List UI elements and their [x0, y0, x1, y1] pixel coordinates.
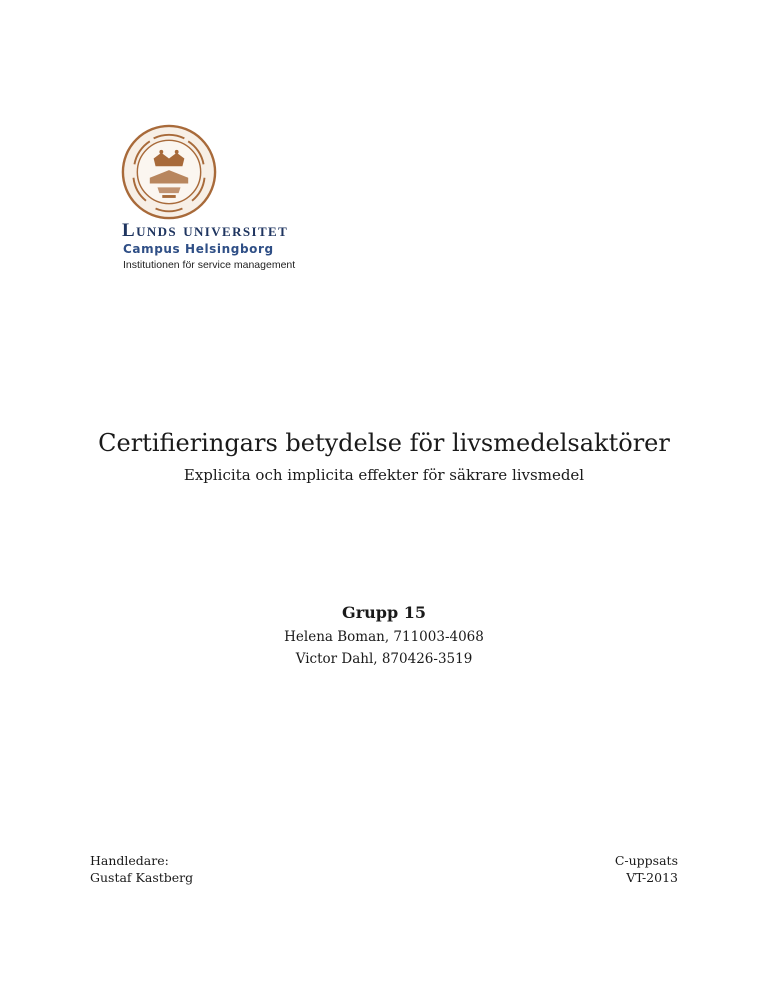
campus-name: Campus Helsingborg	[123, 242, 274, 256]
institution-name: Institutionen för service management	[123, 259, 296, 271]
document-title: Certifieringars betydelse för livsmedelsaktörer	[98, 429, 670, 457]
university-seal-icon	[121, 124, 217, 220]
supervisor-name: Gustaf Kastberg	[90, 870, 194, 885]
supervisor-block	[90, 852, 193, 886]
thesis-type: C-uppsats	[614, 853, 678, 868]
supervisor-label: Handledare:	[90, 853, 169, 868]
group-name: Grupp 15	[342, 603, 426, 622]
document-subtitle: Explicita och implicita effekter för säkrare livsmedel	[183, 466, 585, 484]
group-member: Helena Boman, 711003-4068	[284, 629, 484, 645]
thesis-info-block	[615, 852, 678, 886]
thesis-term: VT-2013	[626, 870, 678, 885]
group-member: Victor Dahl, 870426-3519	[295, 651, 473, 667]
university-name: Lunds universitet	[122, 220, 289, 241]
